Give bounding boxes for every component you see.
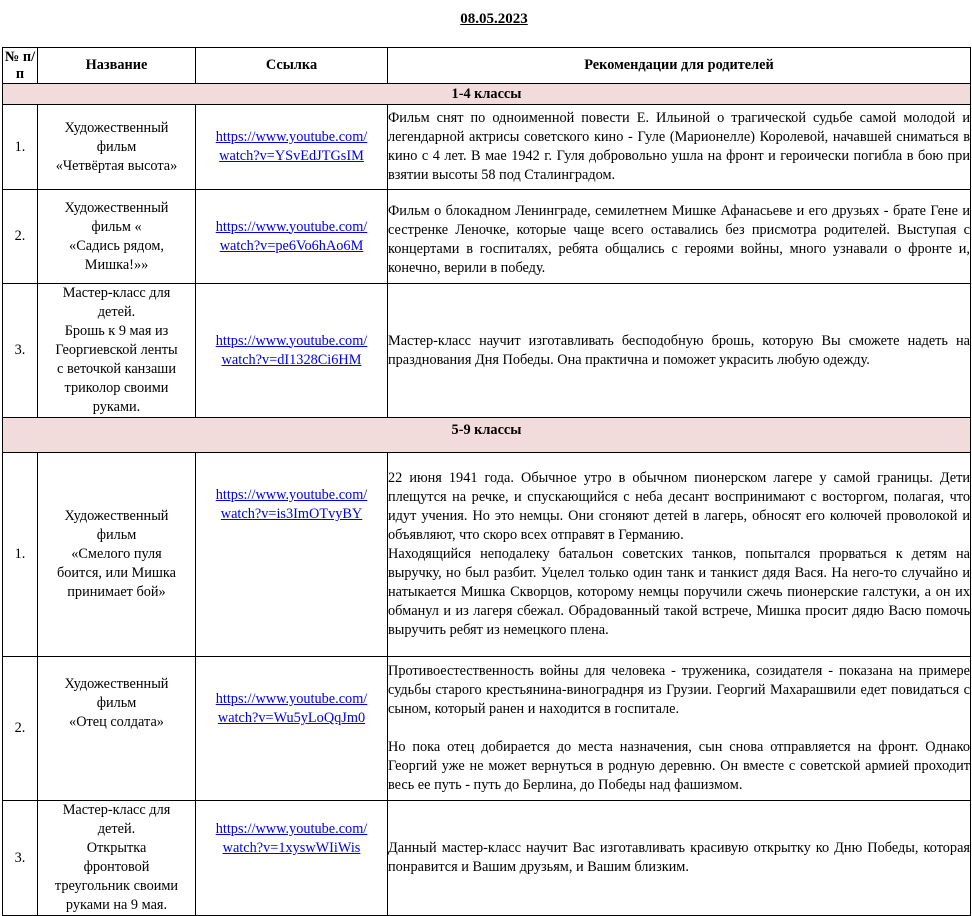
name-line: фронтовой <box>83 859 150 875</box>
section-title: 1-4 классы <box>3 84 971 105</box>
row-number: 3. <box>3 801 38 916</box>
link-line[interactable]: watch?v=1xyswWIiWis <box>222 840 361 856</box>
name-line: «Отец солдата» <box>69 714 164 730</box>
name-line: триколор своими <box>64 380 169 396</box>
header-recommendations: Рекомендации для родителей <box>388 48 971 84</box>
row-name <box>38 657 196 801</box>
name-line: руками на 9 мая. <box>65 897 168 913</box>
video-link[interactable] <box>216 821 368 856</box>
link-line[interactable]: watch?v=is3ImOTvyBY <box>220 506 363 522</box>
name-line: с веточкой канзаши <box>57 361 176 377</box>
recommendation-text: Находящийся неподалеку батальон советских танков, попытался прорваться к детям на выручку, но был разбит. Уцелел только один танк и танкист дядя Вася. На него-то случайно и натыкается Мишка Скворцов, которому немцы поручили сжечь пионерские галстуки, а он их обманул и из лагеря сбежал. Обрадованный такой встрече, Мишка просит дядю Васю помочь выручить ребят из немецкого плена. <box>388 546 970 638</box>
name-line: детей. <box>97 304 136 320</box>
video-link[interactable] <box>216 691 368 726</box>
name-line: боится, или Мишка <box>56 565 177 581</box>
video-link[interactable] <box>216 219 368 254</box>
name-line: фильм <box>96 527 137 543</box>
row-link-cell <box>196 657 388 801</box>
table-header-row <box>3 48 971 84</box>
row-link-cell <box>196 801 388 916</box>
link-line[interactable]: https://www.youtube.com/ <box>215 691 368 707</box>
section-row-1-4 <box>3 84 971 105</box>
name-line: «Четвёртая высота» <box>55 157 178 174</box>
row-number: 3. <box>3 284 38 418</box>
video-link[interactable] <box>216 333 368 368</box>
name-line: Георгиевской ленты <box>55 342 178 358</box>
link-line[interactable]: https://www.youtube.com/ <box>215 218 368 235</box>
name-line: Брошь к 9 мая из <box>64 323 169 339</box>
recommendation-text: Противоестественность войны для человека - труженика, созидателя - показана на примере судьбы старого крестьянина-винограднря из Грузии. Георгий Махарашвили едет повидаться с сыном, который ранен и находится в госпитале. <box>388 663 970 717</box>
name-line: треугольник своими <box>54 878 179 894</box>
recommendation-text: Мастер-класс научит изготавливать бесподобную брошь, которую Вы сможете надеть на празднования Дня Победы. Она практична и поможет украсить любую одежду. <box>388 332 970 368</box>
name-line: «Садись рядом, <box>69 237 164 254</box>
name-line: фильм « <box>91 218 142 235</box>
row-recommendation <box>388 657 971 801</box>
row-number: 2. <box>3 190 38 284</box>
name-line: фильм <box>96 695 137 711</box>
name-line: детей. <box>97 821 136 837</box>
schedule-table <box>2 47 971 916</box>
header-name: Название <box>38 48 196 84</box>
name-line: Мишка!»» <box>84 256 149 273</box>
row-number: 1. <box>3 105 38 190</box>
row-name <box>38 801 196 916</box>
row-name <box>38 284 196 418</box>
name-line: принимает бой» <box>67 584 166 600</box>
row-link-cell <box>196 190 388 284</box>
link-line[interactable]: https://www.youtube.com/ <box>215 487 368 503</box>
link-line[interactable]: watch?v=pe6Vo6hAo6M <box>219 237 364 254</box>
header-num: № п/п <box>3 48 38 84</box>
row-link-cell <box>196 453 388 657</box>
name-line: Художественный <box>64 508 169 524</box>
name-line: Открытка <box>86 840 147 856</box>
recommendation-text: 22 июня 1941 года. Обычное утро в обычном пионерском лагере у самой границы. Дети плещутся на речке, и спускающийся с неба десант воспринимают с восторгом, полагая, что идут учения. Но это немцы. Они сгоняют детей в лагерь, обносят его колючей проволокой и объявляют, что скоро всех отправят в Германию. <box>388 470 970 543</box>
recommendation-text: Фильм снят по одноименной повести Е. Ильиной о трагической судьбе самой молодой и легендарной актрисы советского кино - Гуле (Марионелле) Королевой, начавшей сниматься в кино с 4 лет. В мае 1942 г. Гуля добровольно ушла на фронт и героически погибла в бою при взятии высоты 58 под Сталинградом. <box>388 110 970 183</box>
table-row <box>3 453 971 657</box>
row-recommendation <box>388 284 971 418</box>
table-row <box>3 284 971 418</box>
recommendation-text: Фильм о блокадном Ленинграде, семилетнем Мишке Афанасьеве и его друзьях - брате Гене и сестренке Леночке, которые чаще всего оставались без присмотра родителей. Выступая с концертами в госпиталях, ребята общались с героями войны, много узнавали о фронте и, конечно, верили в победу. <box>388 203 970 276</box>
name-line: Художественный <box>64 199 169 216</box>
row-recommendation <box>388 105 971 190</box>
name-line: «Смелого пуля <box>71 546 162 562</box>
row-recommendation <box>388 801 971 916</box>
name-line: Мастер-класс для <box>62 802 171 818</box>
table-row <box>3 801 971 916</box>
name-line: Художественный <box>64 676 169 692</box>
link-line[interactable]: https://www.youtube.com/ <box>215 821 368 837</box>
row-name <box>38 190 196 284</box>
table-row <box>3 190 971 284</box>
document-date: 08.05.2023 <box>460 11 528 27</box>
row-number: 2. <box>3 657 38 801</box>
header-link: Ссылка <box>196 48 388 84</box>
link-line[interactable]: https://www.youtube.com/ <box>215 332 368 349</box>
video-link[interactable] <box>216 487 368 522</box>
row-name <box>38 453 196 657</box>
table-row <box>3 657 971 801</box>
link-line[interactable]: https://www.youtube.com/ <box>215 129 368 145</box>
row-number: 1. <box>3 453 38 657</box>
row-link-cell <box>196 284 388 418</box>
link-line[interactable]: watch?v=YSvEdJTGsIM <box>219 148 364 164</box>
table-row <box>3 105 971 190</box>
link-line[interactable]: watch?v=dI1328Ci6HM <box>221 351 362 368</box>
section-title: 5-9 классы <box>3 418 971 453</box>
row-recommendation <box>388 453 971 657</box>
name-line: Художественный <box>64 119 169 136</box>
link-line[interactable]: watch?v=Wu5yLoQqJm0 <box>217 710 366 726</box>
section-row-5-9 <box>3 418 971 453</box>
recommendation-text: Но пока отец добирается до места назначения, сын снова отправляется на фронт. Однако Георгий уже не может вернуться в родную деревню. Он вместе с советской армией проходит весь ее путь - путь до Берлина, до Победы над фашизмом. <box>388 739 970 793</box>
name-line: Мастер-класс для <box>62 285 171 301</box>
name-line: фильм <box>96 138 137 155</box>
name-line: руками. <box>92 399 141 415</box>
row-link-cell <box>196 105 388 190</box>
row-name <box>38 105 196 190</box>
row-recommendation <box>388 190 971 284</box>
recommendation-text: Данный мастер-класс научит Вас изготавливать красивую открытку ко Дню Победы, которая понравится и Вашим друзьям, и Вашим близким. <box>388 840 970 875</box>
video-link[interactable] <box>216 129 368 164</box>
